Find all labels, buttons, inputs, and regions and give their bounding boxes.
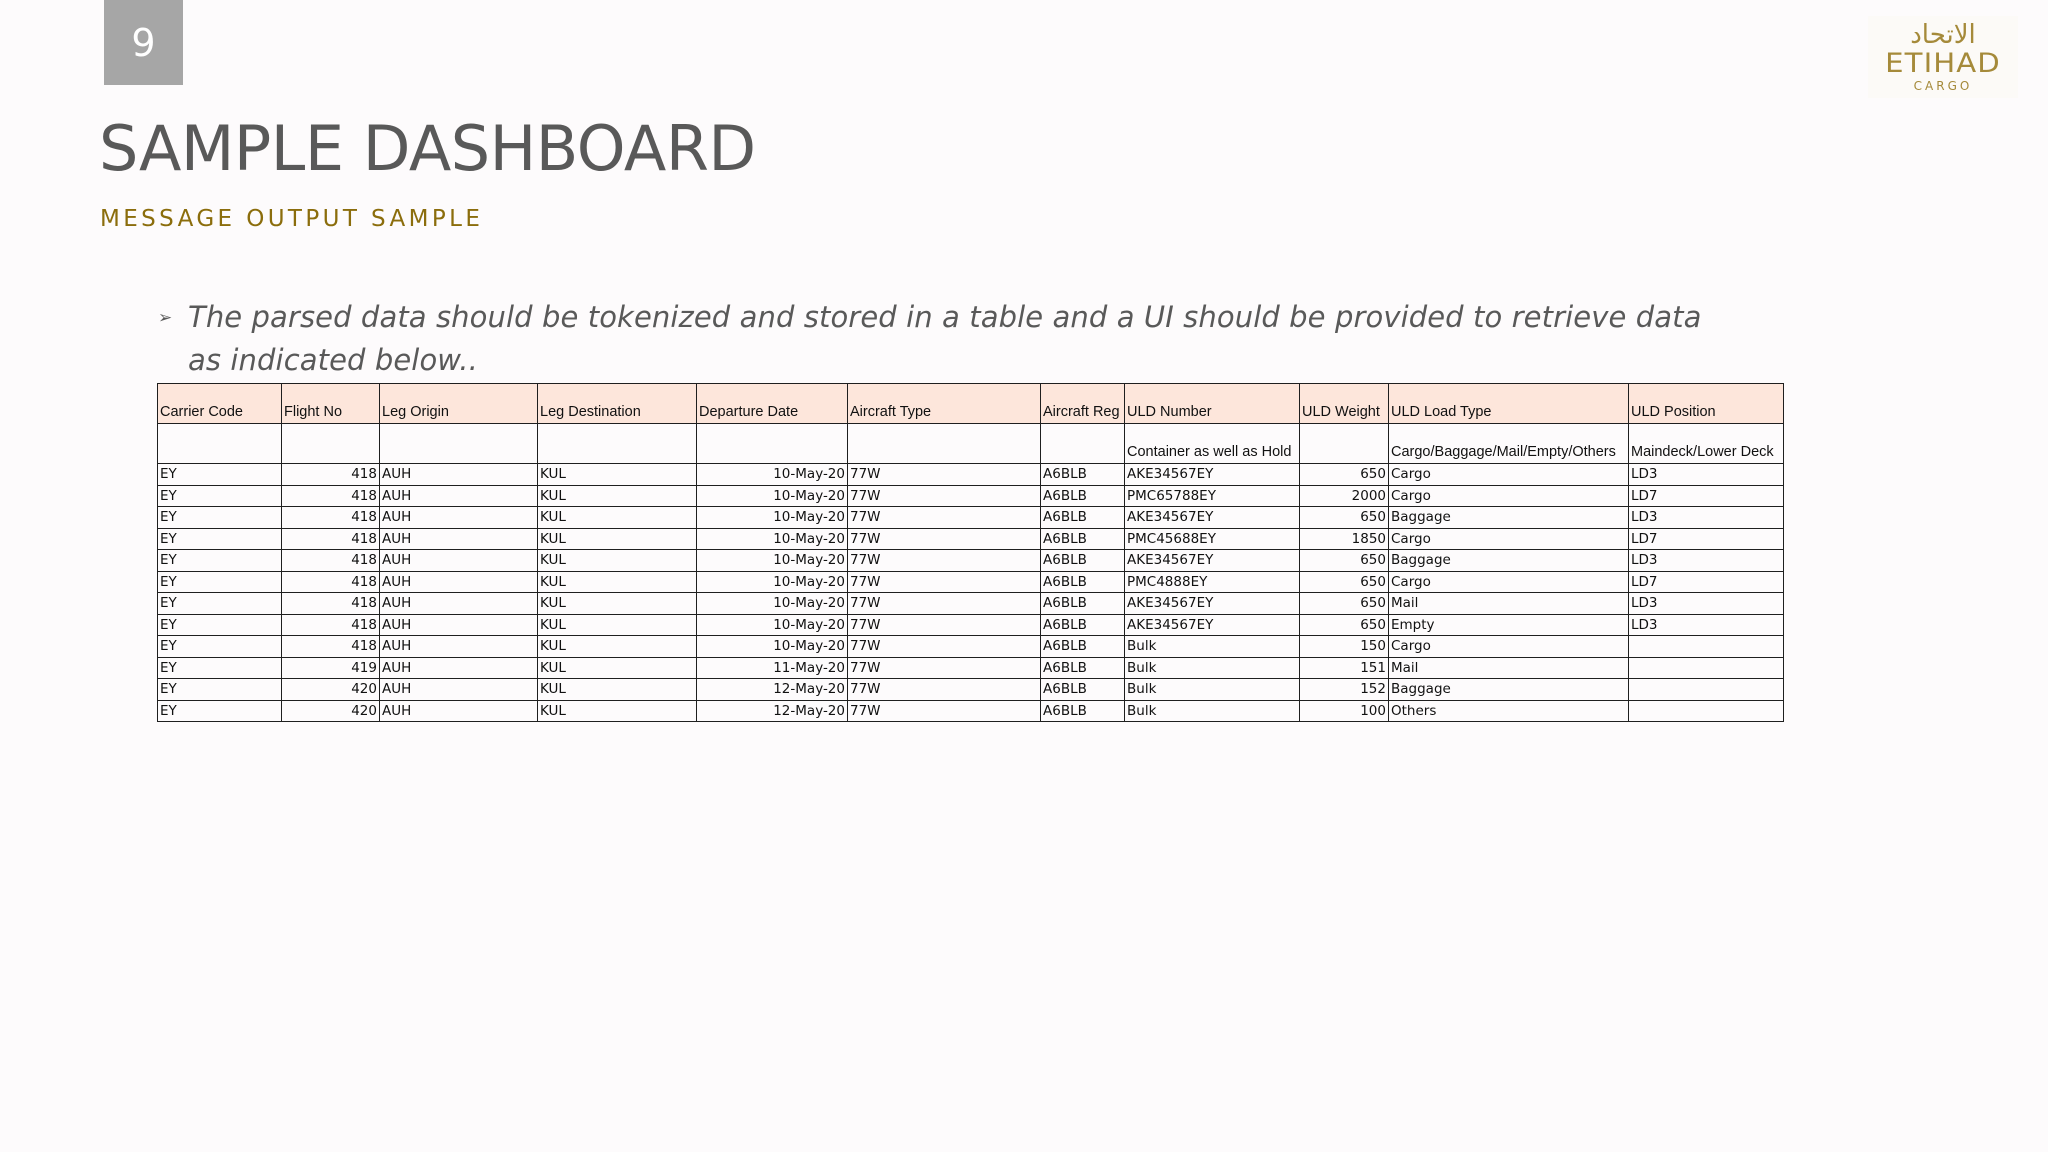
- column-header-uld-position: ULD Position: [1629, 384, 1784, 424]
- cell-aircraft-reg: A6BLB: [1041, 571, 1125, 593]
- cell-leg-destination: KUL: [538, 636, 697, 658]
- cell-aircraft-type: 77W: [848, 528, 1041, 550]
- cell-aircraft-reg: A6BLB: [1041, 657, 1125, 679]
- cell-uld-position: LD3: [1629, 614, 1784, 636]
- cell-departure-date: 11-May-20: [697, 657, 848, 679]
- cell-flight-no: 418: [282, 528, 380, 550]
- cell-uld-position: LD3: [1629, 507, 1784, 529]
- cell-uld-position: [1629, 700, 1784, 722]
- cell-uld-load-type: Mail: [1389, 657, 1629, 679]
- cell-uld-load-type: Mail: [1389, 593, 1629, 615]
- cell-aircraft-type: 77W: [848, 636, 1041, 658]
- cell-uld-weight: 650: [1300, 550, 1389, 572]
- table-row: [158, 636, 1784, 658]
- cell-uld-weight: 650: [1300, 593, 1389, 615]
- cell-carrier-code: EY: [158, 571, 282, 593]
- table-row: [158, 485, 1784, 507]
- cell-aircraft-type: 77W: [848, 464, 1041, 486]
- cell-departure-date: 10-May-20: [697, 614, 848, 636]
- cell-flight-no: 418: [282, 550, 380, 572]
- cell-uld-position: LD7: [1629, 528, 1784, 550]
- cell-aircraft-reg: A6BLB: [1041, 464, 1125, 486]
- cell-uld-load-type: Cargo: [1389, 464, 1629, 486]
- table-header-row: [158, 384, 1784, 424]
- cell-uld-number: Bulk: [1125, 679, 1300, 701]
- table-row: [158, 657, 1784, 679]
- cell-uld-weight: 100: [1300, 700, 1389, 722]
- table-row: [158, 679, 1784, 701]
- cell-uld-number: PMC45688EY: [1125, 528, 1300, 550]
- cell-leg-destination: KUL: [538, 593, 697, 615]
- cell-uld-position: LD3: [1629, 550, 1784, 572]
- cell-aircraft-reg: A6BLB: [1041, 550, 1125, 572]
- cell-leg-destination: KUL: [538, 528, 697, 550]
- logo-wordmark: ETIHAD: [1885, 48, 2001, 79]
- cell-flight-no: 418: [282, 464, 380, 486]
- cell-leg-origin: AUH: [380, 657, 538, 679]
- page-title: SAMPLE DASHBOARD: [99, 112, 756, 185]
- page-number-badge: 9: [104, 0, 183, 85]
- column-note-leg-origin: [380, 424, 538, 464]
- cell-departure-date: 12-May-20: [697, 679, 848, 701]
- cell-departure-date: 10-May-20: [697, 507, 848, 529]
- table-row: [158, 700, 1784, 722]
- cell-leg-destination: KUL: [538, 700, 697, 722]
- cell-aircraft-reg: A6BLB: [1041, 485, 1125, 507]
- column-note-aircraft-reg: [1041, 424, 1125, 464]
- cell-leg-origin: AUH: [380, 507, 538, 529]
- column-note-leg-destination: [538, 424, 697, 464]
- column-header-aircraft-reg: Aircraft Reg: [1041, 384, 1125, 424]
- cell-uld-weight: 150: [1300, 636, 1389, 658]
- cell-departure-date: 10-May-20: [697, 593, 848, 615]
- column-header-flight-no: Flight No: [282, 384, 380, 424]
- cell-uld-load-type: Cargo: [1389, 571, 1629, 593]
- cell-uld-load-type: Cargo: [1389, 528, 1629, 550]
- cell-carrier-code: EY: [158, 464, 282, 486]
- cell-flight-no: 418: [282, 636, 380, 658]
- table-row: [158, 571, 1784, 593]
- table-row: [158, 550, 1784, 572]
- cell-aircraft-type: 77W: [848, 593, 1041, 615]
- column-note-flight-no: [282, 424, 380, 464]
- cell-uld-load-type: Others: [1389, 700, 1629, 722]
- bullet-point: [158, 296, 1718, 382]
- cell-uld-load-type: Baggage: [1389, 550, 1629, 572]
- cell-uld-number: AKE34567EY: [1125, 593, 1300, 615]
- cell-carrier-code: EY: [158, 636, 282, 658]
- table-row: [158, 507, 1784, 529]
- table-row: [158, 528, 1784, 550]
- cell-carrier-code: EY: [158, 507, 282, 529]
- cell-carrier-code: EY: [158, 485, 282, 507]
- arrowhead-bullet-icon: ➢: [158, 308, 173, 328]
- cell-flight-no: 418: [282, 614, 380, 636]
- cell-uld-number: AKE34567EY: [1125, 507, 1300, 529]
- column-note-carrier-code: [158, 424, 282, 464]
- cell-aircraft-type: 77W: [848, 700, 1041, 722]
- column-header-departure-date: Departure Date: [697, 384, 848, 424]
- cell-uld-position: LD7: [1629, 571, 1784, 593]
- cell-carrier-code: EY: [158, 679, 282, 701]
- cell-carrier-code: EY: [158, 700, 282, 722]
- bullet-text: The parsed data should be tokenized and stored in a table and a UI should be provided to retrieve data as indicated below..: [188, 300, 1702, 377]
- cell-aircraft-reg: A6BLB: [1041, 507, 1125, 529]
- cell-aircraft-reg: A6BLB: [1041, 593, 1125, 615]
- cell-departure-date: 10-May-20: [697, 464, 848, 486]
- cell-leg-origin: AUH: [380, 485, 538, 507]
- cell-uld-number: AKE34567EY: [1125, 614, 1300, 636]
- table-subheader-row: [158, 424, 1784, 464]
- cell-aircraft-type: 77W: [848, 550, 1041, 572]
- cell-leg-origin: AUH: [380, 636, 538, 658]
- cell-leg-origin: AUH: [380, 528, 538, 550]
- cell-leg-destination: KUL: [538, 614, 697, 636]
- column-note-aircraft-type: [848, 424, 1041, 464]
- cell-departure-date: 12-May-20: [697, 700, 848, 722]
- cell-carrier-code: EY: [158, 528, 282, 550]
- cell-uld-position: [1629, 657, 1784, 679]
- cell-uld-number: AKE34567EY: [1125, 550, 1300, 572]
- cell-aircraft-reg: A6BLB: [1041, 636, 1125, 658]
- cell-uld-position: LD3: [1629, 464, 1784, 486]
- table-row: [158, 593, 1784, 615]
- cell-uld-number: PMC4888EY: [1125, 571, 1300, 593]
- cell-leg-origin: AUH: [380, 700, 538, 722]
- cell-flight-no: 418: [282, 593, 380, 615]
- cell-aircraft-type: 77W: [848, 679, 1041, 701]
- cell-leg-destination: KUL: [538, 507, 697, 529]
- column-note-uld-number: Container as well as Hold: [1125, 424, 1300, 464]
- cell-uld-load-type: Baggage: [1389, 507, 1629, 529]
- cell-uld-position: LD3: [1629, 593, 1784, 615]
- cell-leg-origin: AUH: [380, 614, 538, 636]
- cell-carrier-code: EY: [158, 614, 282, 636]
- cell-uld-weight: 650: [1300, 464, 1389, 486]
- cell-leg-destination: KUL: [538, 571, 697, 593]
- cell-uld-position: [1629, 679, 1784, 701]
- cell-leg-destination: KUL: [538, 679, 697, 701]
- cell-carrier-code: EY: [158, 550, 282, 572]
- cell-leg-origin: AUH: [380, 593, 538, 615]
- column-header-leg-destination: Leg Destination: [538, 384, 697, 424]
- column-note-departure-date: [697, 424, 848, 464]
- column-note-uld-position: Maindeck/Lower Deck: [1629, 424, 1784, 464]
- cell-uld-load-type: Empty: [1389, 614, 1629, 636]
- cell-uld-position: [1629, 636, 1784, 658]
- cell-aircraft-type: 77W: [848, 614, 1041, 636]
- cell-uld-number: Bulk: [1125, 700, 1300, 722]
- etihad-cargo-logo: [1868, 16, 2018, 98]
- column-header-carrier-code: Carrier Code: [158, 384, 282, 424]
- cell-uld-number: AKE34567EY: [1125, 464, 1300, 486]
- cell-carrier-code: EY: [158, 593, 282, 615]
- data-table: [157, 383, 1784, 722]
- cell-leg-origin: AUH: [380, 464, 538, 486]
- cell-carrier-code: EY: [158, 657, 282, 679]
- page-subtitle: MESSAGE OUTPUT SAMPLE: [100, 206, 484, 232]
- logo-subtext: CARGO: [1913, 79, 1973, 93]
- cell-uld-weight: 152: [1300, 679, 1389, 701]
- cell-leg-destination: KUL: [538, 657, 697, 679]
- column-note-uld-weight: [1300, 424, 1389, 464]
- cell-uld-weight: 151: [1300, 657, 1389, 679]
- logo-arabic-text: الاتحاد: [1910, 20, 1976, 50]
- cell-uld-load-type: Cargo: [1389, 636, 1629, 658]
- cell-aircraft-type: 77W: [848, 507, 1041, 529]
- cell-uld-weight: 650: [1300, 507, 1389, 529]
- cell-flight-no: 418: [282, 571, 380, 593]
- cell-leg-origin: AUH: [380, 571, 538, 593]
- cell-flight-no: 420: [282, 679, 380, 701]
- cell-uld-weight: 2000: [1300, 485, 1389, 507]
- column-header-uld-number: ULD Number: [1125, 384, 1300, 424]
- table-row: [158, 464, 1784, 486]
- cell-flight-no: 420: [282, 700, 380, 722]
- column-header-uld-load-type: ULD Load Type: [1389, 384, 1629, 424]
- cell-uld-position: LD7: [1629, 485, 1784, 507]
- cell-departure-date: 10-May-20: [697, 528, 848, 550]
- cell-aircraft-type: 77W: [848, 571, 1041, 593]
- column-header-aircraft-type: Aircraft Type: [848, 384, 1041, 424]
- cell-flight-no: 419: [282, 657, 380, 679]
- cell-aircraft-type: 77W: [848, 485, 1041, 507]
- cell-flight-no: 418: [282, 507, 380, 529]
- cell-leg-origin: AUH: [380, 679, 538, 701]
- cell-leg-origin: AUH: [380, 550, 538, 572]
- cell-uld-load-type: Cargo: [1389, 485, 1629, 507]
- column-header-uld-weight: ULD Weight: [1300, 384, 1389, 424]
- cell-departure-date: 10-May-20: [697, 571, 848, 593]
- column-header-leg-origin: Leg Origin: [380, 384, 538, 424]
- cell-uld-number: PMC65788EY: [1125, 485, 1300, 507]
- cell-aircraft-reg: A6BLB: [1041, 528, 1125, 550]
- cell-uld-weight: 1850: [1300, 528, 1389, 550]
- cell-aircraft-type: 77W: [848, 657, 1041, 679]
- cell-departure-date: 10-May-20: [697, 636, 848, 658]
- cell-aircraft-reg: A6BLB: [1041, 700, 1125, 722]
- cell-uld-weight: 650: [1300, 614, 1389, 636]
- cell-departure-date: 10-May-20: [697, 550, 848, 572]
- cell-aircraft-reg: A6BLB: [1041, 679, 1125, 701]
- cell-leg-destination: KUL: [538, 464, 697, 486]
- cell-uld-number: Bulk: [1125, 657, 1300, 679]
- cell-uld-weight: 650: [1300, 571, 1389, 593]
- cell-leg-destination: KUL: [538, 550, 697, 572]
- table-row: [158, 614, 1784, 636]
- column-note-uld-load-type: Cargo/Baggage/Mail/Empty/Others: [1389, 424, 1629, 464]
- cell-aircraft-reg: A6BLB: [1041, 614, 1125, 636]
- cell-flight-no: 418: [282, 485, 380, 507]
- cell-leg-destination: KUL: [538, 485, 697, 507]
- cell-uld-load-type: Baggage: [1389, 679, 1629, 701]
- cell-uld-number: Bulk: [1125, 636, 1300, 658]
- cell-departure-date: 10-May-20: [697, 485, 848, 507]
